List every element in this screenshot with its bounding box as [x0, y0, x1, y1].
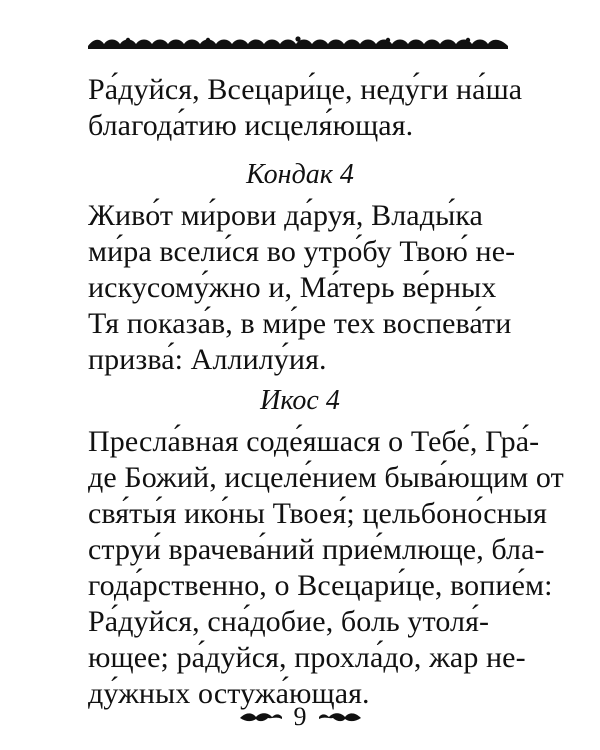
kontakion-line-1: Живо́т ми́рови да́руя, Влады́ка — [88, 199, 483, 232]
kontakion-line-5: призва́: Аллилу́ия. — [88, 343, 327, 376]
ikos-line-7: ющее; ра́дуйся, прохла́до, жар не- — [88, 641, 526, 674]
kontakion-heading: Кондак 4 — [246, 159, 354, 190]
ikos-line-5: года́рственно, о Всецари́це, вопие́м: — [88, 569, 553, 602]
ikos-line-8: ду́жных остужа́ющая. — [88, 677, 370, 710]
ikos-line-4: струи́ врачева́ний прие́млюще, бла- — [88, 533, 545, 566]
kontakion-line-3: искусому́жно и, Ма́терь ве́рных — [88, 271, 497, 304]
floral-ornament-left-icon — [238, 710, 282, 724]
floral-ornament-right-icon — [319, 710, 363, 724]
ikos-line-2: де Божий, исцеле́нием быва́ющим от — [88, 461, 564, 494]
ikos-line-3: свя́ты́я ико́ны Твоея́; цельбоно́сныя — [88, 497, 547, 530]
intro-line-2: благода́тию исцеля́ющая. — [88, 109, 414, 142]
ikos-line-1: Пресла́вная соде́яшася о Тебе́, Гра́- — [88, 425, 540, 458]
kontakion-line-2: ми́ра всели́ся во утро́бу Твою́ не- — [88, 235, 516, 268]
kontakion-line-4: Тя показа́в, в ми́ре тех воспева́ти — [88, 307, 512, 340]
intro-line-1: Ра́дуйся, Всецари́це, неду́ги на́ша — [88, 73, 523, 106]
ikos-heading: Икос 4 — [260, 385, 340, 416]
top-ornament-border — [88, 34, 508, 52]
ikos-line-6: Ра́дуйся, сна́добие, боль утоля́- — [88, 605, 490, 638]
page-footer — [0, 702, 600, 732]
page-number: 9 — [293, 702, 307, 731]
